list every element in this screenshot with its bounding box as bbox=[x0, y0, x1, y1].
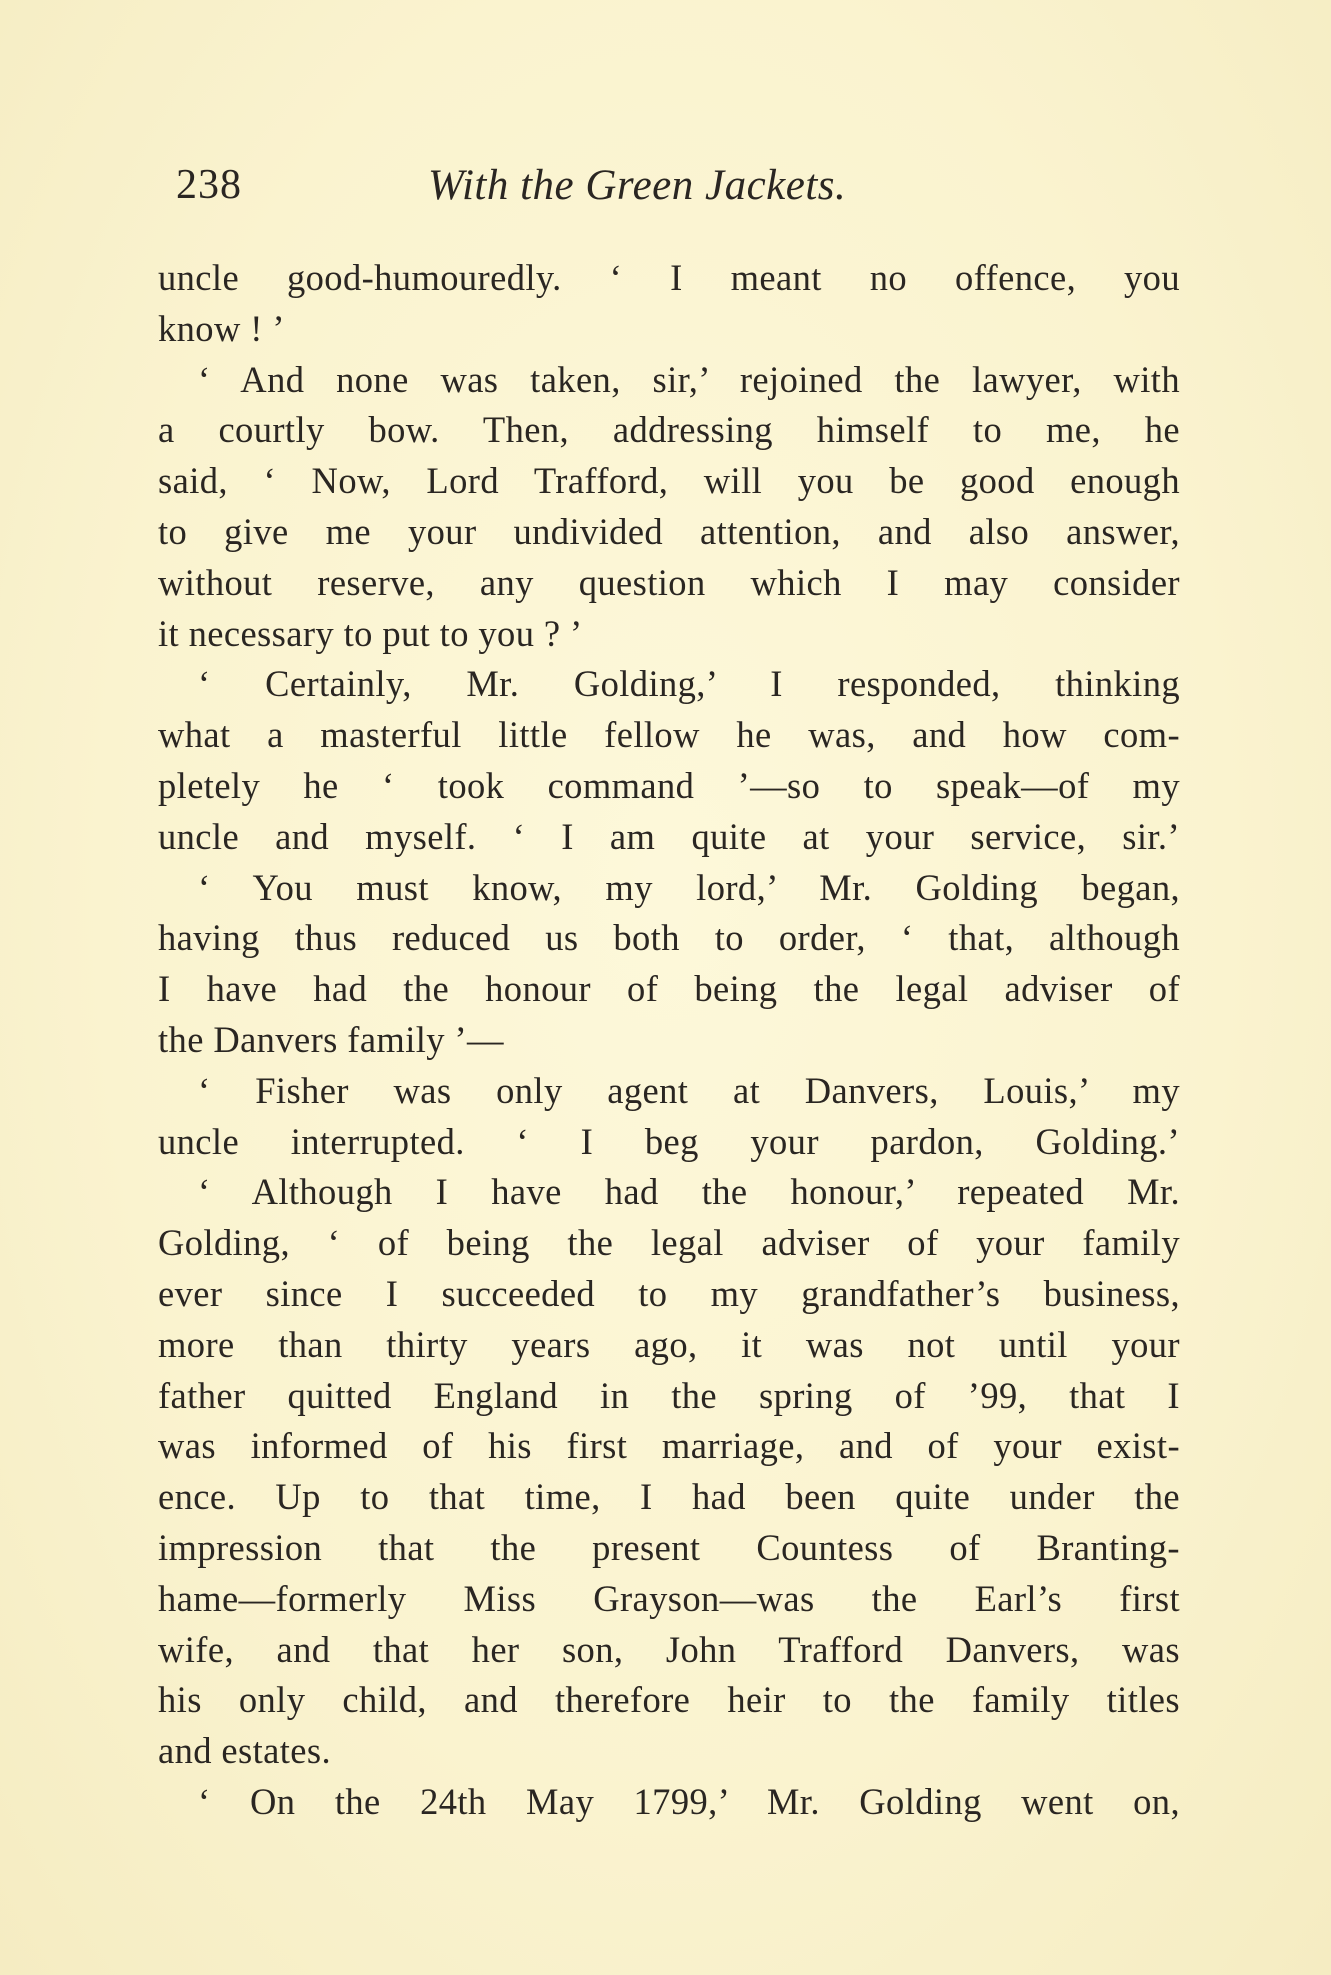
text-line: father quitted England in the spring of ’99, that I bbox=[158, 1374, 1180, 1416]
text-line: Golding, ‘ of being the legal adviser of your family bbox=[158, 1222, 1180, 1264]
text-line: ence. Up to that time, I had been quite under the bbox=[158, 1476, 1180, 1518]
text-line: it necessary to put to you ? ’ bbox=[158, 612, 583, 654]
text-line: ‘ Certainly, Mr. Golding,’ I responded, thinking bbox=[198, 663, 1180, 705]
text-line: pletely he ‘ took command ’—so to speak—of my bbox=[158, 764, 1180, 806]
text-line: said, ‘ Now, Lord Trafford, will you be good enough bbox=[158, 460, 1180, 502]
body-text bbox=[158, 253, 1180, 1828]
text-line: hame—formerly Miss Grayson—was the Earl’s first bbox=[158, 1577, 1180, 1619]
text-line: uncle and myself. ‘ I am quite at your service, sir.’ bbox=[158, 815, 1180, 857]
text-line: I have had the honour of being the legal adviser of bbox=[158, 968, 1180, 1010]
text-line: without reserve, any question which I may consider bbox=[158, 561, 1180, 603]
text-line: ever since I succeeded to my grandfather’s business, bbox=[158, 1272, 1180, 1314]
text-line: was informed of his first marriage, and of your exist- bbox=[158, 1425, 1180, 1467]
text-line: wife, and that her son, John Trafford Danvers, was bbox=[158, 1628, 1180, 1670]
running-head bbox=[158, 155, 938, 215]
text-line: uncle interrupted. ‘ I beg your pardon, Golding.’ bbox=[158, 1120, 1180, 1162]
text-line: to give me your undivided attention, and also answer, bbox=[158, 510, 1180, 552]
text-line: and estates. bbox=[158, 1730, 332, 1772]
text-line: ‘ You must know, my lord,’ Mr. Golding began, bbox=[198, 866, 1180, 908]
text-line: a courtly bow. Then, addressing himself to me, he bbox=[158, 409, 1180, 451]
text-line: what a masterful little fellow he was, and how com- bbox=[158, 714, 1180, 756]
text-line: the Danvers family ’— bbox=[158, 1018, 504, 1060]
text-line: ‘ Although I have had the honour,’ repeated Mr. bbox=[198, 1171, 1180, 1213]
text-line: more than thirty years ago, it was not until your bbox=[158, 1323, 1180, 1365]
text-line: ‘ Fisher was only agent at Danvers, Louis,’ my bbox=[198, 1069, 1180, 1111]
text-line: know ! ’ bbox=[158, 307, 285, 349]
text-line: ‘ And none was taken, sir,’ rejoined the lawyer, with bbox=[198, 358, 1180, 400]
page-number: 238 bbox=[176, 162, 242, 208]
text-line: impression that the present Countess of Branting- bbox=[158, 1526, 1180, 1568]
text-line: his only child, and therefore heir to the family titles bbox=[158, 1679, 1180, 1721]
text-line: uncle good-humouredly. ‘ I meant no offence, you bbox=[158, 257, 1180, 298]
book-title: With the Green Jackets. bbox=[428, 162, 847, 209]
text-line: ‘ On the 24th May 1799,’ Mr. Golding went on, bbox=[198, 1780, 1180, 1822]
text-line: having thus reduced us both to order, ‘ that, although bbox=[158, 917, 1180, 959]
